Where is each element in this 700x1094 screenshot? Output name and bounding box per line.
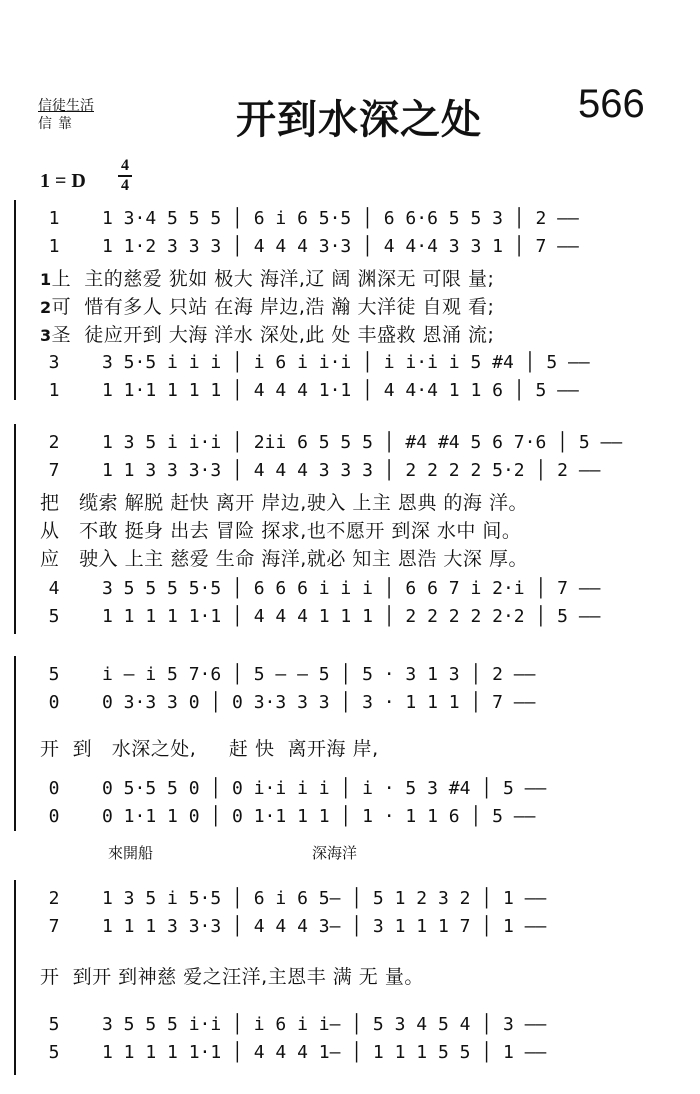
- echo-lyric-2: 深海洋: [312, 844, 358, 862]
- staff-row: [0, 606, 700, 628]
- time-signature: [118, 158, 132, 194]
- pickup-note: 1: [48, 236, 60, 257]
- lyric-verse-3: [40, 320, 494, 347]
- notes-line: 1 1 3 3 3·3 │ 4 4 4 3 3 3 │ 2 2 2 2 5·2 │ 2 ——: [102, 460, 601, 481]
- notes-line: 0 3·3 3 0 │ 0 3·3 3 3 │ 3 · 1 1 1 │ 7 ——: [102, 692, 536, 713]
- time-numerator: 4: [121, 157, 129, 174]
- category-secondary: 信靠: [38, 116, 78, 132]
- pickup-note: 1: [48, 380, 60, 401]
- lyric-verse-2: [40, 292, 494, 319]
- pickup-note: 2: [48, 888, 60, 909]
- staff-row: [0, 432, 700, 454]
- pickup-note: 0: [48, 778, 60, 799]
- lyric-refrain: [40, 962, 424, 989]
- notes-line: 3 5·5 i i i │ i 6 i i·i │ i i·i i 5 #4 │ 5 ——: [102, 352, 590, 373]
- hymn-title: 开到水深之处: [236, 97, 482, 143]
- notes-line: 3 5 5 5 i·i │ i 6 i i— │ 5 3 4 5 4 │ 3 ——: [102, 1014, 547, 1035]
- staff-row: [0, 352, 700, 374]
- category-primary: 信徒生活: [38, 98, 94, 114]
- verse-number: 1: [40, 270, 52, 289]
- pickup-note: 2: [48, 432, 60, 453]
- lyric-verse-1: [40, 264, 494, 291]
- key-signature: 1 = D: [40, 170, 86, 192]
- notes-line: 0 5·5 5 0 │ 0 i·i i i │ i · 5 3 #4 │ 5 ——: [102, 778, 547, 799]
- system-left-bar: [14, 424, 16, 634]
- pickup-note: 5: [48, 606, 60, 627]
- pickup-note: 1: [48, 208, 60, 229]
- lyric-verse-3: [40, 544, 528, 571]
- pickup-note: 0: [48, 692, 60, 713]
- pickup-note: 5: [48, 664, 60, 685]
- notes-line: 1 3·4 5 5 5 │ 6 i 6 5·5 │ 6 6·6 5 5 3 │ 2 ——: [102, 208, 579, 229]
- lyric-text: 把 缆索 解脱 赶快 离开 岸边,驶入 上主 恩典 的海 洋。: [40, 492, 528, 514]
- staff-row: [0, 888, 700, 910]
- staff-row: [0, 806, 700, 828]
- pickup-note: 5: [48, 1014, 60, 1035]
- staff-row: [0, 1042, 700, 1064]
- staff-row: [0, 236, 700, 258]
- pickup-note: 3: [48, 352, 60, 373]
- notes-line: 3 5 5 5 5·5 │ 6 6 6 i i i │ 6 6 7 i 2·i │ 7 ——: [102, 578, 601, 599]
- staff-row: [0, 208, 700, 230]
- lyric-verse-2: [40, 516, 521, 543]
- staff-row: [0, 664, 700, 686]
- staff-row: [0, 692, 700, 714]
- staff-row: [0, 916, 700, 938]
- notes-line: 1 1·2 3 3 3 │ 4 4 4 3·3 │ 4 4·4 3 3 1 │ 7 ——: [102, 236, 579, 257]
- notes-line: 1 1 1 3 3·3 │ 4 4 4 3— │ 3 1 1 1 7 │ 1 ——: [102, 916, 547, 937]
- verse-number: 2: [40, 298, 52, 317]
- lyric-text: 开 到 水深之处, 赶 快 离开海 岸,: [40, 738, 379, 760]
- lyric-verse-1: [40, 488, 528, 515]
- notes-line: 1 3 5 i i·i │ 2ii 6 5 5 5 │ #4 #4 5 6 7·6 │ 5 ——: [102, 432, 623, 453]
- staff-row: [0, 778, 700, 800]
- staff-row: [0, 578, 700, 600]
- pickup-note: 4: [48, 578, 60, 599]
- pickup-note: 7: [48, 460, 60, 481]
- verse-number: 3: [40, 326, 52, 345]
- notes-line: 1 1·1 1 1 1 │ 4 4 4 1·1 │ 4 4·4 1 1 6 │ 5 ——: [102, 380, 579, 401]
- lyric-text: 从 不敢 挺身 出去 冒险 探求,也不愿开 到深 水中 间。: [40, 520, 522, 542]
- lyric-text: 圣 徒应开到 大海 洋水 深处,此 处 丰盛救 恩涌 流;: [51, 324, 495, 346]
- hymn-number: 566: [578, 82, 645, 126]
- notes-line: 1 1 1 1 1·1 │ 4 4 4 1— │ 1 1 1 5 5 │ 1 ——: [102, 1042, 547, 1063]
- pickup-note: 5: [48, 1042, 60, 1063]
- notes-line: 0 1·1 1 0 │ 0 1·1 1 1 │ 1 · 1 1 6 │ 5 ——: [102, 806, 536, 827]
- notes-line: 1 1 1 1 1·1 │ 4 4 4 1 1 1 │ 2 2 2 2 2·2 │ 5 ——: [102, 606, 601, 627]
- staff-row: [0, 460, 700, 482]
- staff-row: [0, 1014, 700, 1036]
- lyric-text: 开 到开 到神慈 爱之汪洋,主恩丰 满 无 量。: [40, 966, 424, 988]
- lyric-text: 上 主的慈爱 犹如 极大 海洋,辽 阔 渊深无 可限 量;: [51, 268, 495, 290]
- lyric-text: 应 驶入 上主 慈爱 生命 海洋,就必 知主 恩浩 大深 厚。: [40, 548, 528, 570]
- time-denominator: 4: [121, 177, 129, 194]
- pickup-note: 7: [48, 916, 60, 937]
- staff-row: [0, 380, 700, 402]
- echo-lyric-1: 來開船: [108, 844, 154, 862]
- lyric-refrain: [40, 734, 379, 761]
- notes-line: 1 3 5 i 5·5 │ 6 i 6 5— │ 5 1 2 3 2 │ 1 ——: [102, 888, 547, 909]
- lyric-text: 可 惜有多人 只站 在海 岸边,浩 瀚 大洋徒 自观 看;: [51, 296, 495, 318]
- notes-line: i — i 5 7·6 │ 5 — — 5 │ 5 · 3 1 3 │ 2 ——: [102, 664, 536, 685]
- pickup-note: 0: [48, 806, 60, 827]
